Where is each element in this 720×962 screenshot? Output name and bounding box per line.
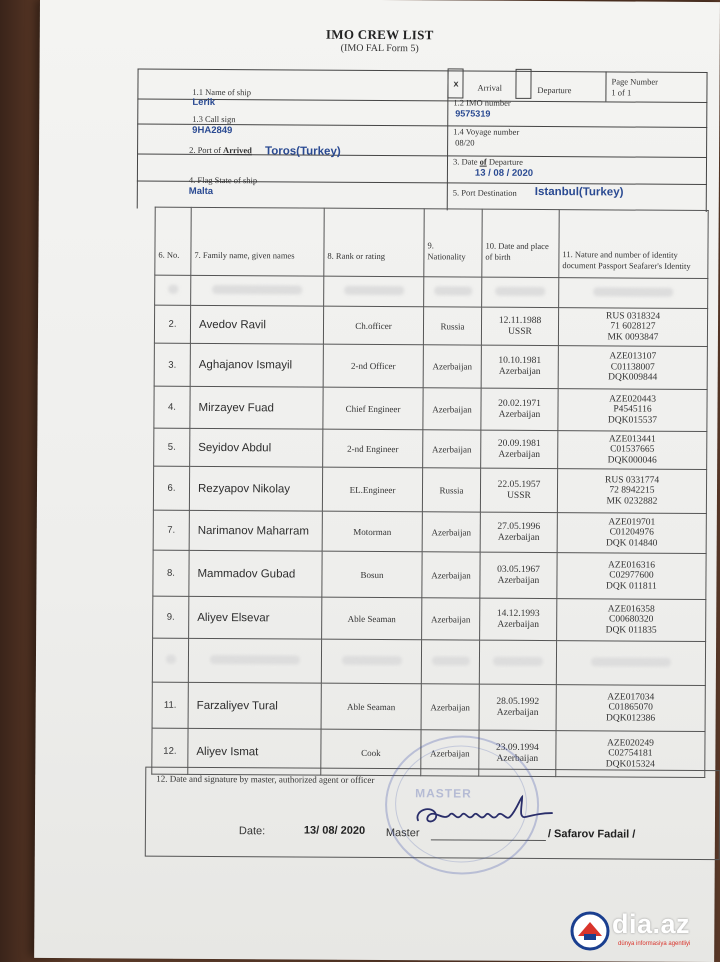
redaction-blur [593,287,673,296]
crew-number-text: 3. [168,359,177,371]
redacted-cell [188,638,321,683]
grid-line [706,72,708,212]
crew-id-passport: AZE013107 [609,351,657,362]
crew-id-seafarer: MK 0093847 [607,332,659,343]
crew-birth [481,388,558,430]
col-name-header: 7. Family name, given names [191,207,324,276]
redaction-blur [341,655,401,664]
crew-nationality-text: Russia [440,320,465,332]
crew-table-body [152,275,708,777]
crew-nationality [423,345,481,388]
crew-name-text: Seyidov Abdul [198,441,272,454]
crew-id-seafarer: DQK015324 [605,759,655,770]
crew-id-second: P4545116 [613,404,652,415]
redaction-blur [210,654,300,664]
redaction-blur [431,656,469,665]
grid-line [137,99,707,103]
crew-name [190,305,323,344]
table-row-redacted [155,275,708,308]
crew-birth [481,430,558,468]
crew-birth-place: Azerbaijan [496,753,539,764]
crew-rank [322,597,422,640]
crew-nationality [422,468,480,512]
crew-id-seafarer: DQK 011835 [605,625,657,636]
crew-name [190,343,323,387]
table-row [153,550,706,599]
col-dob-header: 10. Date and place of birth [482,209,559,277]
crew-identity [557,469,706,514]
crew-name [188,682,321,729]
crew-nationality-text: Azerbaijan [430,613,471,625]
crew-name [190,386,323,429]
crew-number [153,596,189,638]
crew-id-seafarer: DQK015537 [607,415,658,426]
voyage-number-value: 08/20 [455,137,475,148]
crew-nationality [423,430,481,468]
redaction-blur [168,284,178,293]
crew-number [154,343,190,386]
crew-number-text: 8. [166,567,175,579]
crew-list-document [34,0,720,962]
crew-rank [323,344,423,388]
crew-nationality-text: Azerbaijan [431,569,471,581]
crew-birth-date: 28.05.1992 [496,696,540,707]
crew-rank-text: Able Seaman [347,613,396,624]
crew-id-passport: AZE017034 [607,692,655,703]
redaction-blur [344,285,404,294]
crew-rank [323,387,423,430]
crew-name-text: Mirzayev Fuad [198,401,274,414]
port-destination-value: Istanbul(Turkey) [534,185,624,199]
redacted-cell [152,638,188,682]
flag-state-value: Malta [188,185,214,197]
crew-rank-text: EL.Engineer [349,484,396,495]
crew-name [189,466,322,511]
crew-number [153,510,189,550]
crew-id-passport: RUS 0331774 [604,475,660,486]
crew-rank [323,429,423,468]
table-row [153,596,706,641]
crew-nationality-text: Azerbaijan [431,526,472,538]
arrival-label: Arrival [477,82,503,93]
date-of-departure-label: 3. Date of Departure [452,156,523,167]
crew-identity [557,513,706,554]
signature-label: 12. Date and signature by master, authorized agent or officer [156,773,375,785]
imo-number-label: 1.2 IMO number [453,97,511,108]
crew-rank-text: Chief Engineer [345,403,401,414]
crew-rank-text: Cook [361,747,381,758]
crew-rank-text: 2-nd Engineer [347,443,399,454]
crew-birth-date: 20.09.1981 [497,438,541,449]
crew-number [153,466,189,510]
ship-name-value: Lerik [192,96,216,108]
ship-details-grid [137,69,708,212]
crew-nationality-text: Azerbaijan [432,361,473,372]
redacted-cell [559,278,708,309]
crew-identity [557,553,706,600]
crew-id-second: C02754181 [608,748,653,759]
crew-birth-place: Azerbaijan [497,619,540,630]
crew-rank-text: Motorman [353,526,392,537]
table-row [154,343,707,389]
port-of-arrival-value: Toros(Turkey) [265,145,341,158]
crew-nationality [423,307,481,345]
redaction-blur [591,657,671,666]
crew-id-seafarer: DQK 014840 [605,538,658,549]
crew-nationality [421,684,479,730]
crew-birth-date: 12.11.1988 [498,315,542,326]
crew-name-text: Farzaliyev Tural [196,699,278,712]
crew-name-text: Narimanov Maharram [197,524,309,538]
table-row [153,510,706,553]
crew-number-text: 5. [167,441,176,453]
crew-id-passport: AZE016316 [608,560,656,571]
redaction-blur [493,656,543,665]
crew-name-text: Aliyev Ismat [196,745,259,758]
crew-birth-date: 27.05.1996 [497,521,541,532]
crew-birth-place: Azerbaijan [497,575,540,586]
crew-name-text: Aliyev Elsevar [197,611,270,624]
crew-id-seafarer: DQK 011811 [606,581,657,592]
crew-id-passport: AZE020249 [606,738,654,749]
crew-number-text: 6. [167,482,176,494]
date-label: Date: [238,825,266,838]
crew-nationality-text: Azerbaijan [431,443,472,455]
crew-birth [480,512,557,552]
table-header-row [155,207,708,278]
redaction-blur [165,654,175,663]
crew-number-text: 12. [163,745,177,757]
crew-birth-place: Azerbaijan [498,449,541,460]
crew-id-seafarer: MK 0232882 [606,496,658,507]
crew-name-text: Rezyapov Nikolay [197,482,291,495]
redacted-cell [479,640,556,684]
crew-birth [479,684,556,730]
redacted-cell [321,639,421,684]
crew-number-text: 2. [168,318,177,330]
crew-name [189,550,322,597]
flag-state-label: 4. Flag State of ship [188,174,258,186]
crew-id-passport: AZE020443 [609,394,657,405]
crew-id-second: C02977600 [609,570,654,581]
table-row [154,428,707,469]
redaction-blur [434,286,472,295]
crew-birth-place: Azerbaijan [498,366,541,377]
port-destination-label: 5. Port Destination [452,187,517,198]
crew-birth-date: 10.10.1981 [498,355,542,366]
port-of-arrival-label: 2. Port of Arrived [189,144,252,156]
redacted-cell [191,275,324,306]
departure-label: Departure [537,84,572,96]
crew-id-second: 72 8942215 [609,485,655,496]
watermark-text: dia.az [612,909,691,939]
crew-birth-date: 23.09.1994 [496,742,539,753]
crew-id-passport: RUS 0318324 [605,311,661,322]
crew-number-text: 7. [167,524,176,536]
crew-rank [322,511,422,552]
table-row-redacted [152,638,705,685]
departure-checkbox[interactable] [515,69,531,99]
crew-identity [558,308,707,347]
ship-name-label: 1.1 Name of ship [192,86,252,98]
crew-number [154,305,190,343]
crew-identity [556,685,705,732]
col-nationality-header: 9. Nationality [424,209,482,277]
crew-table [151,207,708,778]
call-sign-value: 9HA2849 [192,124,233,137]
crew-nationality-text: Azerbaijan [432,403,472,415]
master-label: Master [385,827,420,840]
grid-line [138,69,708,73]
crew-number [153,550,189,596]
crew-birth [480,598,557,640]
crew-birth-date: 22.05.1957 [497,479,541,490]
crew-number-text: 11. [163,699,177,711]
crew-nationality-text: Azerbaijan [430,747,470,759]
crew-birth [480,552,557,598]
crew-id-seafarer: DQK009844 [608,372,658,383]
crew-identity [558,431,707,470]
crew-nationality [422,598,480,640]
crew-number-text: 9. [166,611,175,623]
crew-id-seafarer: DQK000046 [607,455,657,466]
col-rank-header: 8. Rank or rating [324,208,424,277]
crew-name-text: Avedov Ravil [198,318,266,331]
crew-number-text: 4. [168,401,177,413]
call-sign-label: 1.3 Call sign [192,113,236,125]
crew-birth-place: Azerbaijan [498,409,541,420]
date-of-departure-value: 13 / 08 / 2020 [474,167,534,179]
crew-nationality [422,512,480,552]
crew-number [154,386,190,428]
table-row [154,305,707,346]
voyage-number-label: 1.4 Voyage number [453,126,520,137]
crew-identity [558,346,707,390]
master-signature [410,790,560,841]
crew-id-second: C01865070 [608,702,653,713]
arrival-mark: x [453,78,459,89]
redaction-blur [212,284,302,294]
crew-id-second: C00680320 [609,614,654,625]
crew-id-second: C01537665 [610,444,655,455]
crew-id-seafarer: DQK012386 [606,713,656,724]
crew-nationality-text: Azerbaijan [430,701,470,713]
crew-birth [481,307,558,345]
crew-rank [323,306,423,345]
grid-line [137,69,139,209]
crew-rank-text: 2-nd Officer [350,360,396,372]
grid-line [605,71,606,101]
crew-id-passport: AZE019701 [608,517,656,528]
crew-rank [322,551,422,598]
crew-birth [481,345,558,388]
crew-number [152,682,188,728]
crew-birth-date: 14.12.1993 [496,608,540,619]
redacted-cell [556,641,705,686]
crew-nationality [423,388,481,430]
page-number-value: 1 of 1 [611,87,632,98]
crew-rank [321,683,421,730]
crew-name-text: Aghajanov Ismayil [198,358,293,372]
page-number-label: Page Number [611,76,659,87]
crew-birth-place: USSR [507,490,531,501]
crew-name [189,510,322,551]
crew-id-second: C01138007 [610,362,655,373]
table-row [152,682,705,731]
crew-number [154,428,190,466]
table-row [153,466,706,513]
crew-rank [322,467,422,512]
crew-id-second: C01204976 [609,527,654,538]
document-title: IMO CREW LIST [325,26,434,43]
redacted-cell [482,277,559,307]
col-no-header: 6. No. [155,207,191,275]
crew-birth-date: 03.05.1967 [497,564,540,575]
master-name: / Safarov Fadail / [547,828,636,841]
document-subtitle: (IMO FAL Form 5) [340,42,419,55]
crew-nationality [422,552,480,598]
stamp-text: MASTER [415,786,472,801]
watermark-subtext: dünya informasiya agentliyi [618,941,691,947]
redacted-cell [324,276,424,307]
crew-rank-text: Ch.officer [355,320,392,331]
crew-birth-place: USSR [508,326,532,337]
crew-rank-text: Able Seaman [347,701,396,712]
crew-id-passport: AZE013441 [608,434,656,445]
date-value: 13/ 08/ 2020 [303,824,366,837]
redacted-cell [424,277,482,307]
crew-identity [558,389,707,432]
crew-birth-place: Azerbaijan [496,707,539,718]
col-identity-header: 11. Nature and number of identity document Passport Seafarer's Identity [559,210,708,279]
table-row [154,386,707,431]
crew-name [189,596,322,639]
crew-nationality-text: Russia [439,484,464,496]
crew-birth [480,468,557,512]
imo-number-value: 9575319 [455,108,491,119]
crew-birth-date: 20.02.1971 [498,398,541,409]
crew-birth-place: Azerbaijan [497,532,540,543]
crew-id-passport: AZE016358 [607,604,655,615]
crew-id-second: 71 6028127 [610,321,656,332]
crew-name [190,428,323,467]
crew-name-text: Mammadov Gubad [197,567,296,580]
redacted-cell [155,275,191,305]
crew-identity [557,599,706,642]
redaction-blur [495,286,545,295]
crew-rank-text: Bosun [360,569,384,580]
redacted-cell [421,640,479,684]
